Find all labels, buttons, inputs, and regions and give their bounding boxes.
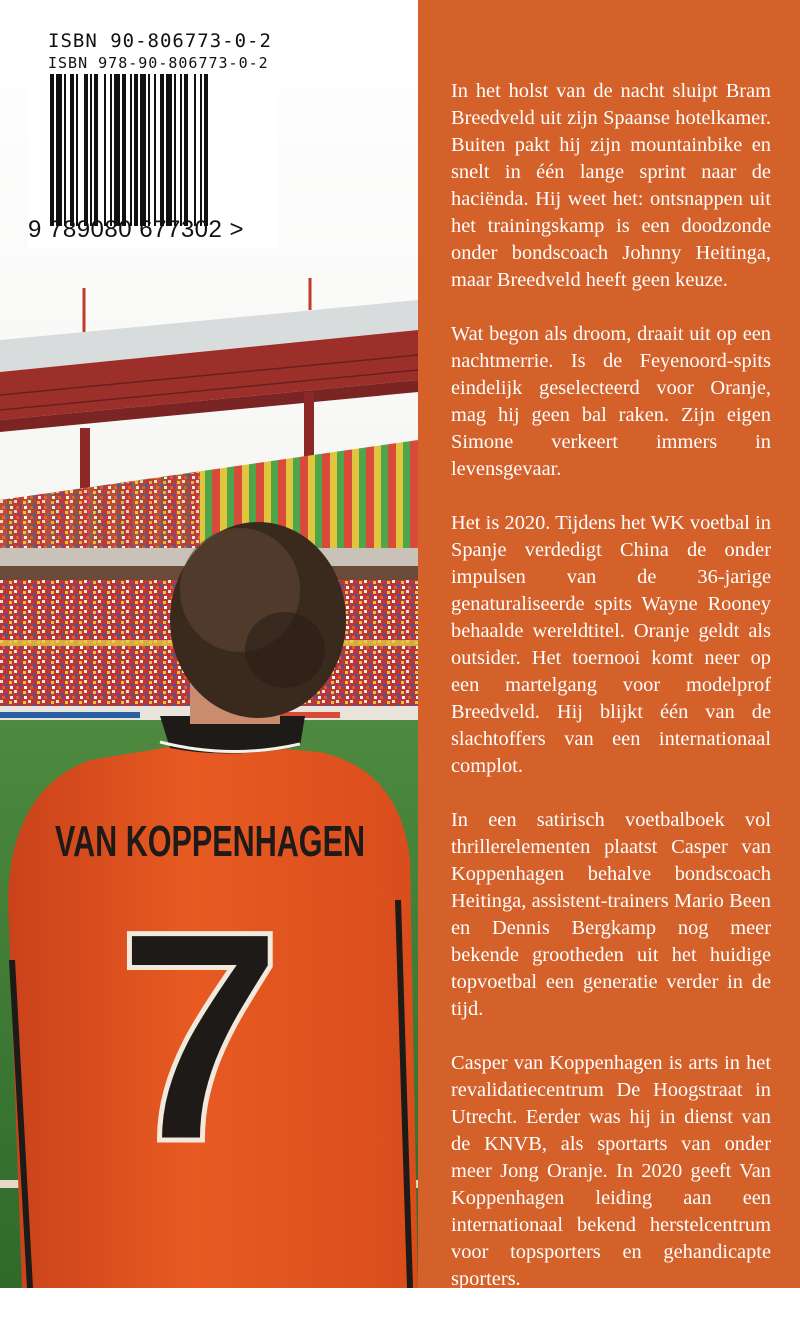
- jersey-number: 7: [116, 868, 284, 1204]
- isbn-barcode: [28, 28, 278, 248]
- blurb-paragraph-1: In het holst van de nacht sluipt Bram Breedveld uit zijn Spaanse hotelkamer. Buiten pakt hij zijn mountainbike en snelt in één lange sprint naar de haciënda. Hij weet het: ontsnappen uit het trainingskamp is een doodzonde onder bondscoach Johnny Heitinga, maar Breedveld heeft geen keuze.: [451, 80, 771, 291]
- jersey-name: VAN KOPPENHAGEN: [55, 817, 365, 866]
- barcode-bars: [50, 74, 250, 226]
- isbn-13: ISBN 978-90-806773-0-2: [48, 54, 269, 72]
- blurb-text: [451, 78, 771, 1320]
- ean-digits: 9 789080 677302 >: [28, 216, 245, 243]
- blurb-paragraph-5: Casper van Koppenhagen is arts in het revalidatiecentrum De Hoogstraat in Utrecht. Eerder was hij in dienst van de KNVB, als sportarts van onder meer Jong Oranje. In 2020 geeft Van Koppenhagen leiding aan een internationaal bekend herstelcentrum voor topsporters en gehandicapte sporters.: [451, 1052, 771, 1290]
- isbn-10: ISBN 90-806773-0-2: [48, 30, 272, 52]
- blurb-paragraph-2: Wat begon als droom, draait uit op een nachtmerrie. Is de Feyenoord-spits eindelijk geselecteerd voor Oranje, mag hij geen bal raken. Zijn eigen Simone verkeert immers in levensgevaar.: [451, 323, 771, 480]
- blurb-paragraph-3: Het is 2020. Tijdens het WK voetbal in Spanje verdedigt China de onder impulsen van de 36-jarige genaturaliseerde spits Wayne Rooney behaalde wereldtitel. Oranje geldt als outsider. Het toernooi komt neer op een martelgang voor modelprof Breedveld. Hij blijkt één van de slachtoffers van een internationaal complot.: [451, 512, 771, 777]
- blurb-paragraph-4: In een satirisch voetbalboek vol thrillerelementen plaatst Casper van Koppenhagen behalve bondscoach Heitinga, assistent-trainers Mario Been en Dennis Bergkamp nog meer bekende grootheden uit het huidige topvoetbal een generatie verder in de tijd.: [451, 809, 771, 1020]
- back-cover-panel: [418, 0, 800, 1288]
